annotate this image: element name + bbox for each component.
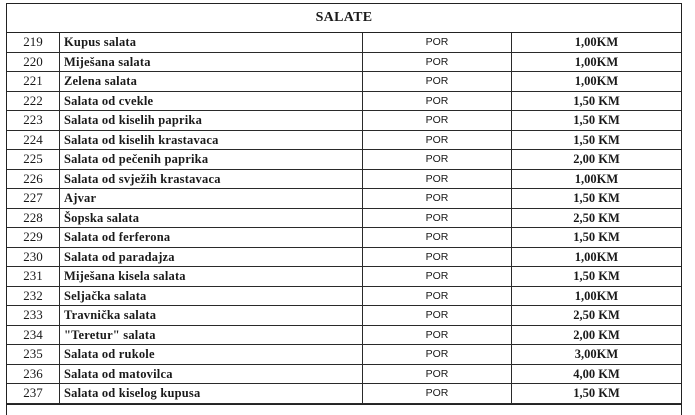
item-number: 228 bbox=[7, 208, 60, 228]
item-number: 220 bbox=[7, 52, 60, 72]
item-price: 1,00KM bbox=[512, 286, 682, 306]
table-row bbox=[7, 306, 681, 326]
table-row bbox=[7, 384, 681, 404]
item-price: 1,50 KM bbox=[512, 189, 682, 209]
item-number: 223 bbox=[7, 111, 60, 131]
item-price: 1,50 KM bbox=[512, 228, 682, 248]
item-number: 224 bbox=[7, 130, 60, 150]
item-number: 237 bbox=[7, 384, 60, 404]
item-price: 1,00KM bbox=[512, 72, 682, 92]
table-row bbox=[7, 189, 681, 209]
item-price: 2,50 KM bbox=[512, 208, 682, 228]
item-unit: POR bbox=[363, 130, 512, 150]
item-unit: POR bbox=[363, 228, 512, 248]
item-unit: POR bbox=[363, 345, 512, 365]
item-number: 229 bbox=[7, 228, 60, 248]
item-number: 226 bbox=[7, 169, 60, 189]
table-row bbox=[7, 267, 681, 287]
item-unit: POR bbox=[363, 208, 512, 228]
item-name: Miješana salata bbox=[60, 52, 363, 72]
item-number: 221 bbox=[7, 72, 60, 92]
item-name: Kupus salata bbox=[60, 33, 363, 52]
item-price: 1,50 KM bbox=[512, 267, 682, 287]
table-bottom-edge bbox=[7, 404, 681, 415]
table-row bbox=[7, 130, 681, 150]
item-number: 222 bbox=[7, 91, 60, 111]
item-number: 225 bbox=[7, 150, 60, 170]
item-name: Salata od cvekle bbox=[60, 91, 363, 111]
item-name: Salata od rukole bbox=[60, 345, 363, 365]
item-name: Salata od pečenih paprika bbox=[60, 150, 363, 170]
item-name: Zelena salata bbox=[60, 72, 363, 92]
item-price: 1,00KM bbox=[512, 33, 682, 52]
item-name: Salata od kiselog kupusa bbox=[60, 384, 363, 404]
item-price: 1,50 KM bbox=[512, 384, 682, 404]
item-unit: POR bbox=[363, 364, 512, 384]
item-number: 236 bbox=[7, 364, 60, 384]
item-name: Salata od paradajza bbox=[60, 247, 363, 267]
table-row bbox=[7, 247, 681, 267]
table-row bbox=[7, 325, 681, 345]
table-row bbox=[7, 345, 681, 365]
table-row bbox=[7, 72, 681, 92]
item-unit: POR bbox=[363, 72, 512, 92]
item-unit: POR bbox=[363, 286, 512, 306]
item-unit: POR bbox=[363, 91, 512, 111]
item-unit: POR bbox=[363, 267, 512, 287]
item-number: 227 bbox=[7, 189, 60, 209]
item-name: Salata od matovilca bbox=[60, 364, 363, 384]
item-unit: POR bbox=[363, 306, 512, 326]
item-price: 2,00 KM bbox=[512, 325, 682, 345]
item-price: 2,00 KM bbox=[512, 150, 682, 170]
item-unit: POR bbox=[363, 384, 512, 404]
item-unit: POR bbox=[363, 111, 512, 131]
item-name: Miješana kisela salata bbox=[60, 267, 363, 287]
item-name: Šopska salata bbox=[60, 208, 363, 228]
item-unit: POR bbox=[363, 325, 512, 345]
item-unit: POR bbox=[363, 33, 512, 52]
item-unit: POR bbox=[363, 169, 512, 189]
item-price: 1,00KM bbox=[512, 169, 682, 189]
item-unit: POR bbox=[363, 150, 512, 170]
item-price: 4,00 KM bbox=[512, 364, 682, 384]
item-unit: POR bbox=[363, 52, 512, 72]
item-number: 235 bbox=[7, 345, 60, 365]
item-name: Ajvar bbox=[60, 189, 363, 209]
item-name: Salata od kiselih paprika bbox=[60, 111, 363, 131]
item-number: 234 bbox=[7, 325, 60, 345]
item-name: Salata od svježih krastavaca bbox=[60, 169, 363, 189]
table-row bbox=[7, 33, 681, 52]
item-number: 232 bbox=[7, 286, 60, 306]
item-price: 1,50 KM bbox=[512, 130, 682, 150]
item-number: 231 bbox=[7, 267, 60, 287]
item-price: 2,50 KM bbox=[512, 306, 682, 326]
table-row bbox=[7, 52, 681, 72]
item-unit: POR bbox=[363, 189, 512, 209]
item-number: 233 bbox=[7, 306, 60, 326]
table-row bbox=[7, 150, 681, 170]
table-row bbox=[7, 208, 681, 228]
table-row bbox=[7, 169, 681, 189]
item-name: Salata od kiselih krastavaca bbox=[60, 130, 363, 150]
item-price: 3,00KM bbox=[512, 345, 682, 365]
salad-price-table bbox=[7, 33, 681, 404]
menu-table bbox=[6, 3, 682, 415]
table-row bbox=[7, 111, 681, 131]
item-number: 219 bbox=[7, 33, 60, 52]
table-row bbox=[7, 91, 681, 111]
item-price: 1,00KM bbox=[512, 52, 682, 72]
item-unit: POR bbox=[363, 247, 512, 267]
item-price: 1,50 KM bbox=[512, 91, 682, 111]
item-name: Seljačka salata bbox=[60, 286, 363, 306]
table-row bbox=[7, 286, 681, 306]
item-number: 230 bbox=[7, 247, 60, 267]
item-name: "Teretur" salata bbox=[60, 325, 363, 345]
item-name: Travnička salata bbox=[60, 306, 363, 326]
item-price: 1,50 KM bbox=[512, 111, 682, 131]
item-price: 1,00KM bbox=[512, 247, 682, 267]
section-title: SALATE bbox=[7, 3, 681, 33]
table-row bbox=[7, 364, 681, 384]
item-name: Salata od ferferona bbox=[60, 228, 363, 248]
table-row bbox=[7, 228, 681, 248]
